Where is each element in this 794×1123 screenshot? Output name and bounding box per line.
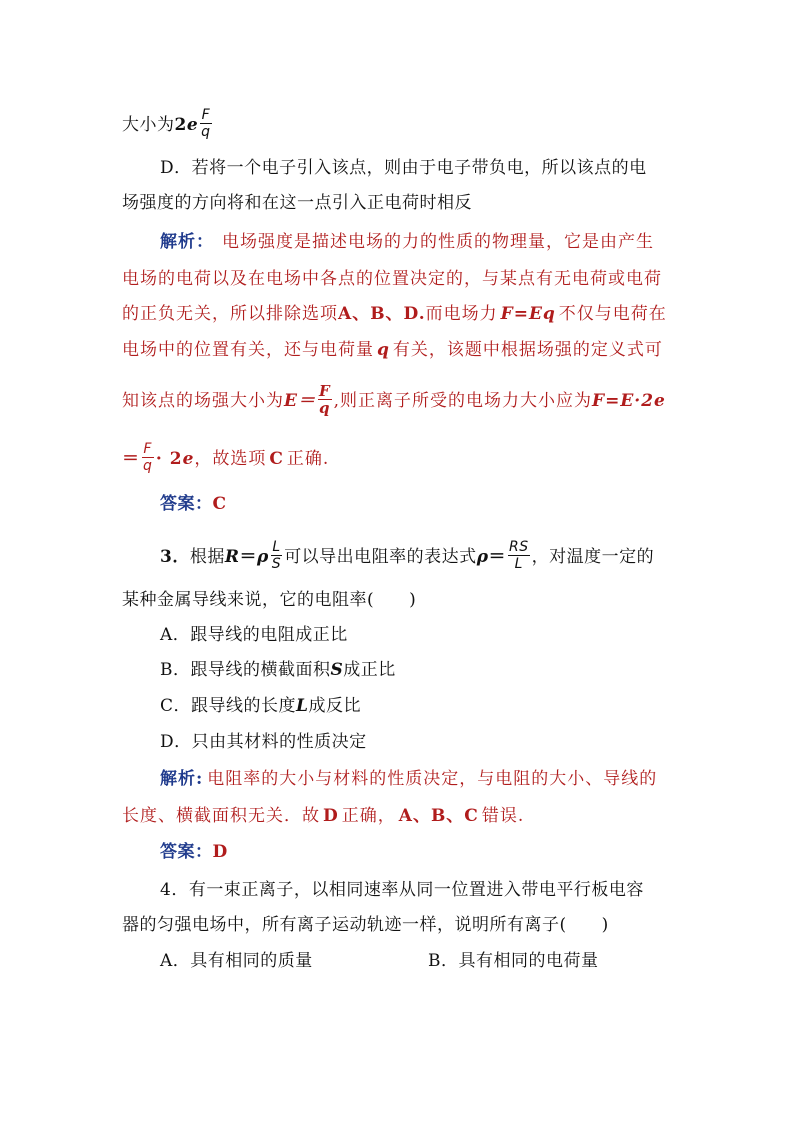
prev-option-d-line2 — [122, 192, 472, 214]
question-3-line1 — [160, 541, 654, 574]
elementary-charge-symbol: e — [186, 115, 199, 135]
equals-sign: ＝ — [122, 449, 140, 469]
fraction-numerator: F — [143, 441, 153, 457]
explanation-3-line2 — [122, 805, 524, 827]
question-3-option-c — [160, 695, 361, 717]
answer-value: C — [212, 494, 227, 514]
explanation-text: 正确. — [286, 449, 330, 469]
fraction-numerator: F — [318, 382, 331, 400]
explanation-text: 电场中的位置有关，还与电荷量 — [122, 340, 374, 360]
question-4-option-b — [428, 950, 599, 972]
explanation-2-line2 — [122, 268, 662, 290]
explanation-3-line1 — [160, 768, 657, 790]
fraction-denominator: L — [508, 555, 530, 572]
option-letter: C — [269, 449, 284, 469]
fraction-f-over-q — [142, 441, 154, 474]
explanation-text: 不仅与电荷在 — [558, 304, 667, 324]
explanation-2-line5 — [122, 382, 666, 418]
formula: F=E·2e — [592, 391, 666, 411]
answer-2 — [160, 493, 227, 515]
explanation-text: 而电场力 — [425, 304, 498, 324]
fraction-denominator: S — [271, 556, 282, 572]
coefficient: 2 — [174, 115, 187, 135]
option-text: 场强度的方向将和在这一点引入正电荷时相反 — [122, 193, 472, 213]
option-text: C．跟导线的长度 — [160, 696, 297, 716]
question-number: 3． — [160, 547, 190, 567]
prev-option-d-line1 — [160, 157, 647, 179]
explanation-text: 电阻率的大小与材料的性质决定，与电阻的大小、导线的 — [207, 769, 658, 789]
resistivity-symbol: ρ — [476, 547, 489, 567]
explanation-text: 长度、横截面积无关．故 — [122, 806, 320, 826]
question-text: ，对温度一定的 — [531, 547, 655, 567]
question-text: 4．有一束正离子，以相同速率从同一位置进入带电平行板电容 — [160, 880, 644, 900]
equals-sign: ＝ — [488, 547, 506, 567]
question-3-line2 — [122, 589, 416, 611]
explanation-text: 的正负无关，所以排除选项 — [122, 304, 338, 324]
explanation-label: 解析： — [160, 232, 214, 252]
option-list: A、B、D. — [338, 304, 426, 324]
option-text: D．若将一个电子引入该点，则由于电子带负电，所以该点的电 — [160, 158, 647, 178]
answer-value: D — [212, 842, 228, 862]
option-text: B．具有相同的电荷量 — [428, 951, 599, 971]
explanation-text: 错误. — [481, 806, 525, 826]
fraction-rs-over-l — [508, 539, 530, 572]
option-letter: D — [323, 806, 339, 826]
question-3-option-b — [160, 659, 396, 681]
question-text: 可以导出电阻率的表达式 — [284, 547, 477, 567]
option-text: A．具有相同的质量 — [160, 951, 313, 971]
fraction-numerator: RS — [509, 539, 529, 555]
explanation-label: 解析: — [160, 769, 204, 789]
formula: F=Eq — [500, 304, 556, 324]
resistivity-symbol: ρ — [256, 547, 269, 567]
option-text: 成正比 — [343, 660, 396, 680]
explanation-2-line6 — [122, 443, 329, 476]
option-text: A．跟导线的电阻成正比 — [160, 625, 348, 645]
prev-option-c-tail — [122, 109, 214, 142]
explanation-text: 正确， — [341, 806, 396, 826]
equals-sign: ＝ — [239, 547, 257, 567]
explanation-text: 有关，该题中根据场强的定义式可 — [392, 340, 663, 360]
option-list: A、B、C — [398, 806, 479, 826]
option-text: D．只由其材料的性质决定 — [160, 732, 367, 752]
question-4-option-a — [160, 950, 313, 972]
explanation-text: 电场强度是描述电场的力的性质的物理量，它是由产生 — [222, 232, 654, 252]
fraction-f-over-q — [318, 383, 332, 416]
answer-label: 答案： — [160, 842, 213, 862]
explanation-text: ，故选项 — [194, 449, 267, 469]
fraction-f-over-q — [200, 107, 211, 140]
explanation-text: ,则正离子所受的电场力大小应为 — [333, 391, 593, 411]
option-text: 成反比 — [308, 696, 361, 716]
explanation-text: 电场的电荷以及在电场中各点的位置决定的，与某点有无电荷或电荷 — [122, 269, 662, 289]
fraction-l-over-s — [271, 539, 282, 572]
explanation-text: 知该点的场强大小为 — [122, 391, 284, 411]
fraction-denominator: q — [143, 458, 153, 474]
elementary-charge-symbol: e — [182, 449, 195, 469]
fraction-numerator: L — [272, 539, 281, 555]
question-3-option-a — [160, 624, 348, 646]
question-text: 器的匀强电场中，所有离子运动轨迹一样，说明所有离子( ) — [122, 915, 609, 935]
resistance-symbol: R — [224, 547, 240, 567]
area-symbol: S — [330, 660, 344, 680]
explanation-2-line4 — [122, 339, 663, 361]
answer-3 — [160, 841, 228, 863]
question-4-line1 — [160, 879, 644, 901]
option-text: B．跟导线的横截面积 — [160, 660, 331, 680]
question-4-line2 — [122, 914, 609, 936]
fraction-denominator: q — [319, 399, 331, 417]
question-text: 某种金属导线来说，它的电阻率( ) — [122, 590, 417, 610]
answer-label: 答案： — [160, 494, 213, 514]
question-text: 根据 — [189, 547, 225, 567]
explanation-2-line3 — [122, 303, 667, 325]
fraction-denominator: q — [201, 124, 211, 140]
formula: E＝ — [284, 391, 316, 411]
length-symbol: L — [296, 696, 309, 716]
question-3-option-d — [160, 731, 367, 753]
text: 大小为 — [122, 115, 175, 135]
fraction-numerator: F — [201, 107, 211, 123]
charge-symbol: q — [377, 340, 390, 360]
explanation-2-line1 — [160, 231, 654, 253]
formula: · 2 — [155, 449, 183, 469]
